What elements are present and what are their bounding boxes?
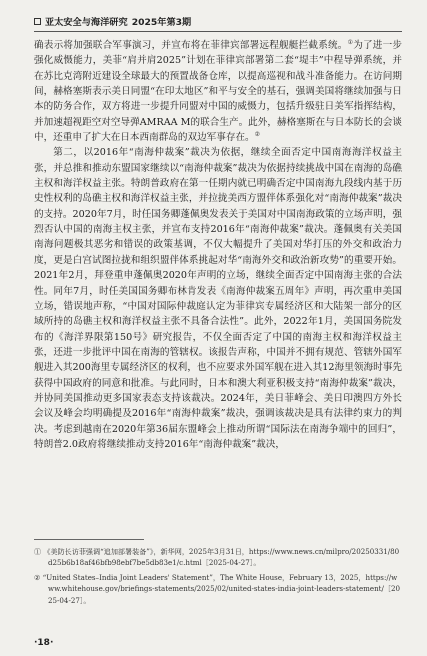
body-paragraph [34,38,402,145]
body-text [34,38,402,452]
footnote-number: ② [34,572,43,582]
footnote-rule [34,539,144,540]
footnote-number: ① [34,547,44,556]
footnote-text: “United States–India Joint Leaders' Statement”，The White House，February 13，2025，https://www.whitehouse.gov/briefings-statements/2025/02/united-states-india-joint-leaders-statement/［2025-04-27］。 [42,572,401,605]
journal-title: 亚太安全与海洋研究 [45,17,128,28]
footnote-item [34,572,402,606]
body-paragraph [34,145,402,452]
paragraph-text: 确表示将加强联合军事演习，并宣布将在菲律宾部署远程舰艇拦截系统。 [34,40,348,51]
running-header [34,14,402,28]
footnotes [34,546,402,609]
header-square-icon [34,18,41,25]
footnote-text: 《美防长访菲强调“追加部署装备”》，新华网，2025年3月31日，https://www.news.cn/milpro/20250331/80d25b6b18af46bfb98ebf7be5db83e1/c.html［2025-04-27］。 [43,547,400,568]
header-rule [34,31,402,32]
footnote-marker[interactable]: ② [254,130,261,138]
footnote-marker[interactable]: ① [347,38,354,46]
page-number: ·18· [34,638,54,648]
issue-label: 2025年第3期 [131,17,192,28]
paragraph-text: 为了进一步强化威慑能力，美菲“肩并肩2025”计划在菲律宾部署第二套“堤丰”中程导弹系统，并在苏比克湾附近建设全球最大的预置战备仓库，以提高巡视和战斗准备能力。在访问期间，赫格塞斯表示美日同盟“在印太地区”和平与安全的基石，强调美国将继续加强与日本的防务合作，双方将进一步提升同盟对中国的威慑力，包括升级驻日美军指挥结构，并加速超视距空对空导弹AMRAA M的联合生产。此外，赫格塞斯在与日本防长的会谈中，还重申了扩大在日本西南群岛的双边军事存在。 [34,40,402,144]
paragraph-text: 第二，以2016年“南海仲裁案”裁决为依据，继续全面否定中国南海海洋权益主张，并总推和推动东盟国家继续以“南海仲裁案”裁决为依据持续挑战中国在南海的岛礁主权和海洋权益主张。特朗普政府在第一任期内就已明确否定中国南海九段线内基于历史性权利的岛礁主权和海洋权益主张，并拉拢美西方盟伴体系强化对“南海仲裁案”裁决的支持。2020年7月，时任国务卿蓬佩奥发表关于美国对中国南海政策的立场声明，强烈否认中国的南海主权主张，并宣布支持2016年“南海仲裁案”裁决。蓬佩奥有关美国南海问题极其恶劣和错误的政策基调，不仅大幅提升了美国对华打压的外交和政治力度，更是白宫试图拉拢和组织盟伴体系挑起对华“南海外交和政治新攻势”的重要开始。2021年2月，拜登重申蓬佩奥2020年声明的立场，继续全面否定中国南海主张的合法性。同年7月，时任美国国务卿布林肯发表《南海仲裁案五周年》声明，再次重申美国立场，错误地声称，“中国对国际仲裁庭认定为菲律宾专属经济区和大陆架一部分的区域所持的岛礁主权和海洋权益主张不具备合法性”。此外，2022年1月，美国国务院发布的《海洋界限第150号》研究报告，不仅全面否定了中国的南海主权和海洋权益主张，还进一步批评中国在南海的管辖权。该报告声称，中国并不拥有规范、管辖外国军舰进入其200海里专属经济区的权利，也不应要求外国军舰在进入其12海里领海时事先获得中国政府的同意和批准。与此同时，日本和澳大利亚积极支持“南海仲裁案”裁决，并协同美国推动更多国家表态支持该裁决。2024年，美日菲峰会、美日印澳四方外长会议及峰会均明确提及2016年“南海仲裁案”裁决，强调该裁决是具有法律约束力的判决。考虑到越南在2020年第36届东盟峰会上推动所谓“国际法在南海争端中的回归”，特朗普2.0政府将继续推动支持2016年“南海仲裁案”裁决， [34,147,402,450]
footnote-item [34,546,402,569]
